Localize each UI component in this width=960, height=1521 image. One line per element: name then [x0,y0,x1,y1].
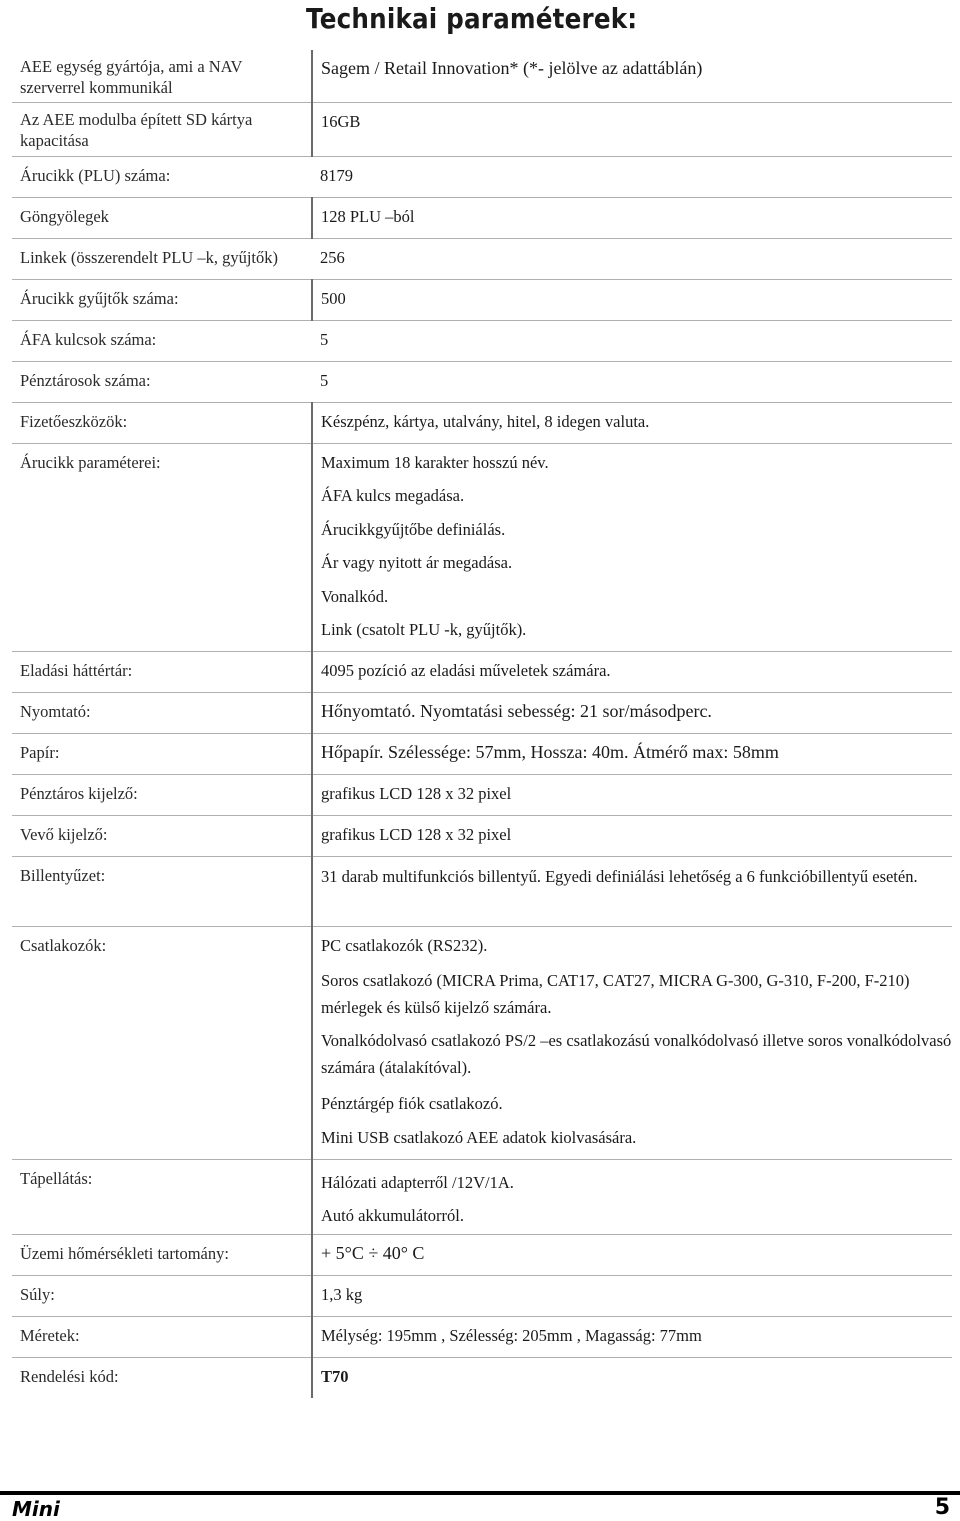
param-label [12,1275,312,1316]
param-value-line: Mélység: 195mm , Szélesség: 205mm , Magasság: 77mm [321,1325,702,1345]
param-label-text: Csatlakozók: [20,935,107,955]
param-value [312,1357,952,1398]
param-row [12,238,952,279]
param-value [312,651,952,692]
param-value-line: Link (csatolt PLU -k, gyűjtők). [321,620,527,639]
param-value-line: 256 [320,247,345,267]
param-value [312,856,952,926]
param-label [12,926,312,1159]
param-label [12,815,312,856]
param-label-text: Súly: [20,1284,55,1304]
param-label [12,279,312,320]
param-value-line: 128 PLU –ból [321,206,415,226]
param-value [312,156,952,197]
param-value [312,815,952,856]
param-value [312,1159,952,1234]
param-label [12,320,312,361]
param-row [12,651,952,692]
param-row [12,402,952,443]
param-value [312,238,952,279]
param-label-text: Nyomtató: [20,701,91,721]
param-row [12,50,952,102]
param-label-text: Vevő kijelző: [20,824,108,844]
param-label-text: Rendelési kód: [20,1366,119,1386]
param-value-line: 4095 pozíció az eladási műveletek számára. [321,660,611,680]
param-label-text: Fizetőeszközök: [20,411,128,431]
param-label [12,651,312,692]
param-value-line: 1,3 kg [321,1284,363,1304]
param-label-text: Tápellátás: [20,1168,93,1188]
param-row [12,197,952,238]
param-label-text: Árucikk gyűjtők száma: [20,288,179,308]
param-label [12,50,312,102]
param-value [312,926,952,1159]
param-label-text: Árucikk (PLU) száma: [20,165,171,185]
param-label [12,733,312,774]
param-label-text: AEE egység gyártója, ami a NAV szerverrel kommunikál [20,57,243,97]
param-value [312,692,952,733]
param-value-line: 8179 [320,165,353,185]
param-label [12,1316,312,1357]
param-row [12,1159,952,1234]
footer-divider [0,1491,960,1495]
page-title: Technikai paraméterek: [306,2,638,35]
param-value-line: 31 darab multifunkciós billentyű. Egyedi definiálási lehetőség a 6 funkcióbillentyű esetén. [321,866,918,886]
param-value-line: 500 [321,288,346,308]
param-label [12,774,312,815]
param-label-text: Üzemi hőmérsékleti tartomány: [20,1243,229,1263]
param-value-line: Pénztárgép fiók csatlakozó. [321,1093,503,1113]
param-label-text: Az AEE modulba épített SD kártya kapacitása [20,109,253,150]
param-value [312,361,952,402]
param-value [312,320,952,361]
param-label [12,197,312,238]
param-row [12,926,952,1159]
param-row [12,156,952,197]
param-row [12,1234,952,1275]
param-value [312,443,952,651]
param-label-text: Linkek (összerendelt PLU –k, gyűjtők) [20,247,278,267]
param-value-line: Sagem / Retail Innovation* (*- jelölve az adattáblán) [321,58,703,78]
param-value-line: grafikus LCD 128 x 32 pixel [321,824,512,844]
param-label-text: Árucikk paraméterei: [20,452,161,472]
param-row [12,279,952,320]
param-row [12,361,952,402]
param-value [312,1316,952,1357]
param-row [12,815,952,856]
param-value-line: Vonalkódolvasó csatlakozó PS/2 –es csatlakozású vonalkódolvasó illetve soros vonalkódolvasó számára (átalakítóval). [321,1030,952,1077]
param-row [12,1275,952,1316]
param-value-line: grafikus LCD 128 x 32 pixel [321,783,512,803]
param-value-line: + 5°C ÷ 40° C [321,1242,425,1263]
param-value [312,197,952,238]
param-value [312,102,952,156]
param-label [12,1159,312,1234]
param-value-line: Árucikkgyűjtőbe definiálás. [321,519,506,539]
param-row [12,733,952,774]
param-row [12,1316,952,1357]
param-row [12,774,952,815]
param-row [12,692,952,733]
param-label [12,102,312,156]
param-value [312,50,952,102]
param-value-line: Hőpapír. Szélessége: 57mm, Hossza: 40m. Átmérő max: 58mm [321,741,779,762]
param-value [312,402,952,443]
param-value-line: 16GB [321,111,361,131]
param-label [12,238,312,279]
param-label [12,1234,312,1275]
technical-parameters-table [12,50,952,1398]
footer-product-name: Mini [12,1497,60,1521]
param-label [12,402,312,443]
param-label [12,1357,312,1398]
param-row [12,1357,952,1398]
param-value-line: Mini USB csatlakozó AEE adatok kiolvasására. [321,1127,637,1147]
param-value-line: Maximum 18 karakter hosszú név. [321,452,549,472]
param-value-line: Hálózati adapterről /12V/1A. [321,1172,514,1192]
param-row [12,320,952,361]
page-number: 5 [934,1495,950,1520]
param-value-line: Autó akkumulátorról. [321,1205,464,1225]
param-value-line: T70 [321,1366,349,1386]
param-value-line: PC csatlakozók (RS232). [321,935,488,955]
param-label-text: Billentyűzet: [20,865,106,885]
param-row [12,102,952,156]
param-label [12,692,312,733]
param-label-text: Eladási háttértár: [20,660,133,680]
param-value-line: Vonalkód. [321,586,389,606]
param-label-text: Göngyölegek [20,206,109,226]
param-label [12,156,312,197]
param-label [12,856,312,926]
param-value-line: 5 [320,329,329,349]
param-value [312,1275,952,1316]
param-value-line: Ár vagy nyitott ár megadása. [321,553,513,572]
param-label-text: ÁFA kulcsok száma: [20,329,157,349]
param-row [12,443,952,651]
param-label-text: Méretek: [20,1325,80,1345]
param-value-line: Soros csatlakozó (MICRA Prima, CAT17, CAT27, MICRA G-300, G-310, F-200, F-210) mérlegek és külső kijelző számára. [321,970,910,1017]
param-value-line: 5 [320,370,329,390]
param-value [312,733,952,774]
param-value [312,774,952,815]
param-label-text: Pénztáros kijelző: [20,783,138,803]
param-row [12,856,952,926]
param-value-line: Készpénz, kártya, utalvány, hitel, 8 idegen valuta. [321,411,650,431]
param-label-text: Papír: [20,742,60,762]
param-label-text: Pénztárosok száma: [20,370,151,390]
param-value [312,279,952,320]
param-label [12,361,312,402]
param-label [12,443,312,651]
param-value [312,1234,952,1275]
param-value-line: ÁFA kulcs megadása. [321,486,465,505]
param-value-line: Hőnyomtató. Nyomtatási sebesség: 21 sor/másodperc. [321,700,712,721]
